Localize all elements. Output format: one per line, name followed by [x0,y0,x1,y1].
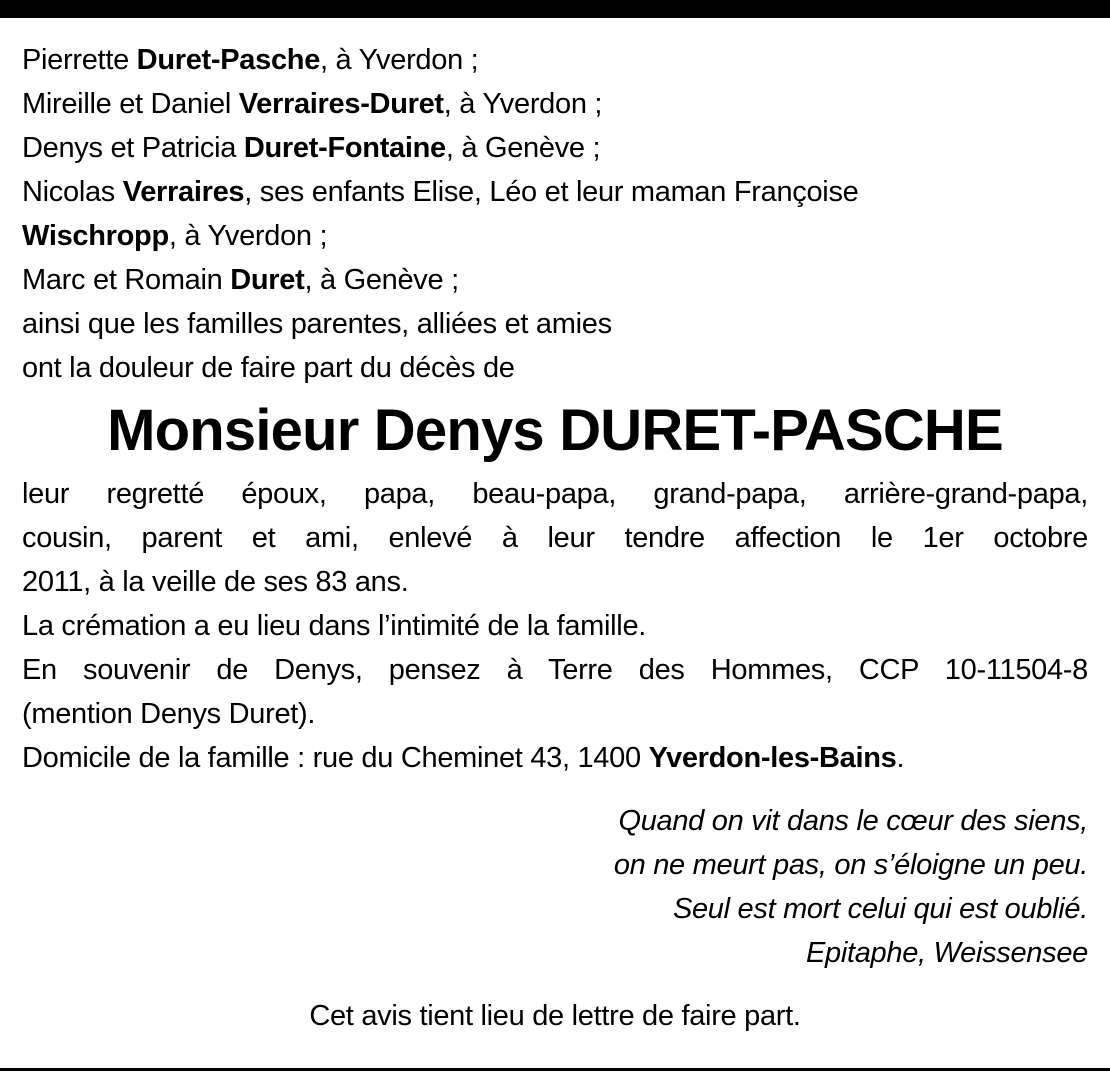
epitaph-quote [22,799,1088,975]
top-border-bar [0,0,1110,18]
family-surname: Duret-Fontaine [243,132,446,164]
obituary-notice [22,38,1088,1038]
deceased-name-heading: Monsieur Denys DURET-PASCHE [107,398,1003,463]
family-line: Pierrette Duret-Pasche, à Yverdon ; [22,44,479,76]
body-line: leur regretté époux, papa, beau-papa, grand-papa, arrière-grand-papa, [22,478,1088,510]
quote-line: Seul est mort celui qui est oublié. [672,893,1088,925]
body-line: (mention Denys Duret). [22,698,316,730]
quote-attribution: Epitaphe, Weissensee [805,937,1088,969]
body-line: cousin, parent et ami, enlevé à leur tendre affection le 1er octobre [22,522,1088,554]
obituary-body [22,472,1088,780]
family-surname: Wischropp [22,220,169,252]
body-line: La crémation a eu lieu dans l’intimité de la famille. [22,610,647,642]
family-surname: Duret [230,264,305,296]
family-line: Marc et Romain Duret, à Genève ; [22,264,459,296]
intro-line: ainsi que les familles parentes, alliées et amies [22,308,612,340]
family-surname: Verraires [122,176,245,208]
address-city: Yverdon-les-Bains [648,742,897,774]
family-list [22,38,1088,390]
family-surname: Duret-Pasche [136,44,321,76]
intro-line: ont la douleur de faire part du décès de [22,352,515,384]
family-surname: Verraires-Duret [238,88,444,120]
family-line: Denys et Patricia Duret-Fontaine, à Genève ; [22,132,601,164]
body-line: 2011, à la veille de ses 83 ans. [22,566,409,598]
closing-note: Cet avis tient lieu de lettre de faire part. [309,1000,801,1032]
family-line: Wischropp, à Yverdon ; [22,220,328,252]
family-line: Mireille et Daniel Verraires-Duret, à Yverdon ; [22,88,603,120]
bottom-border-rule [0,1068,1110,1071]
family-address: Domicile de la famille : rue du Cheminet 43, 1400 Yverdon-les-Bains. [22,742,905,774]
quote-line: Quand on vit dans le cœur des siens, [618,805,1088,837]
body-line: En souvenir de Denys, pensez à Terre des Hommes, CCP 10-11504-8 [22,654,1088,686]
family-line: Nicolas Verraires, ses enfants Elise, Léo et leur maman Françoise [22,176,859,208]
quote-line: on ne meurt pas, on s’éloigne un peu. [613,849,1088,881]
